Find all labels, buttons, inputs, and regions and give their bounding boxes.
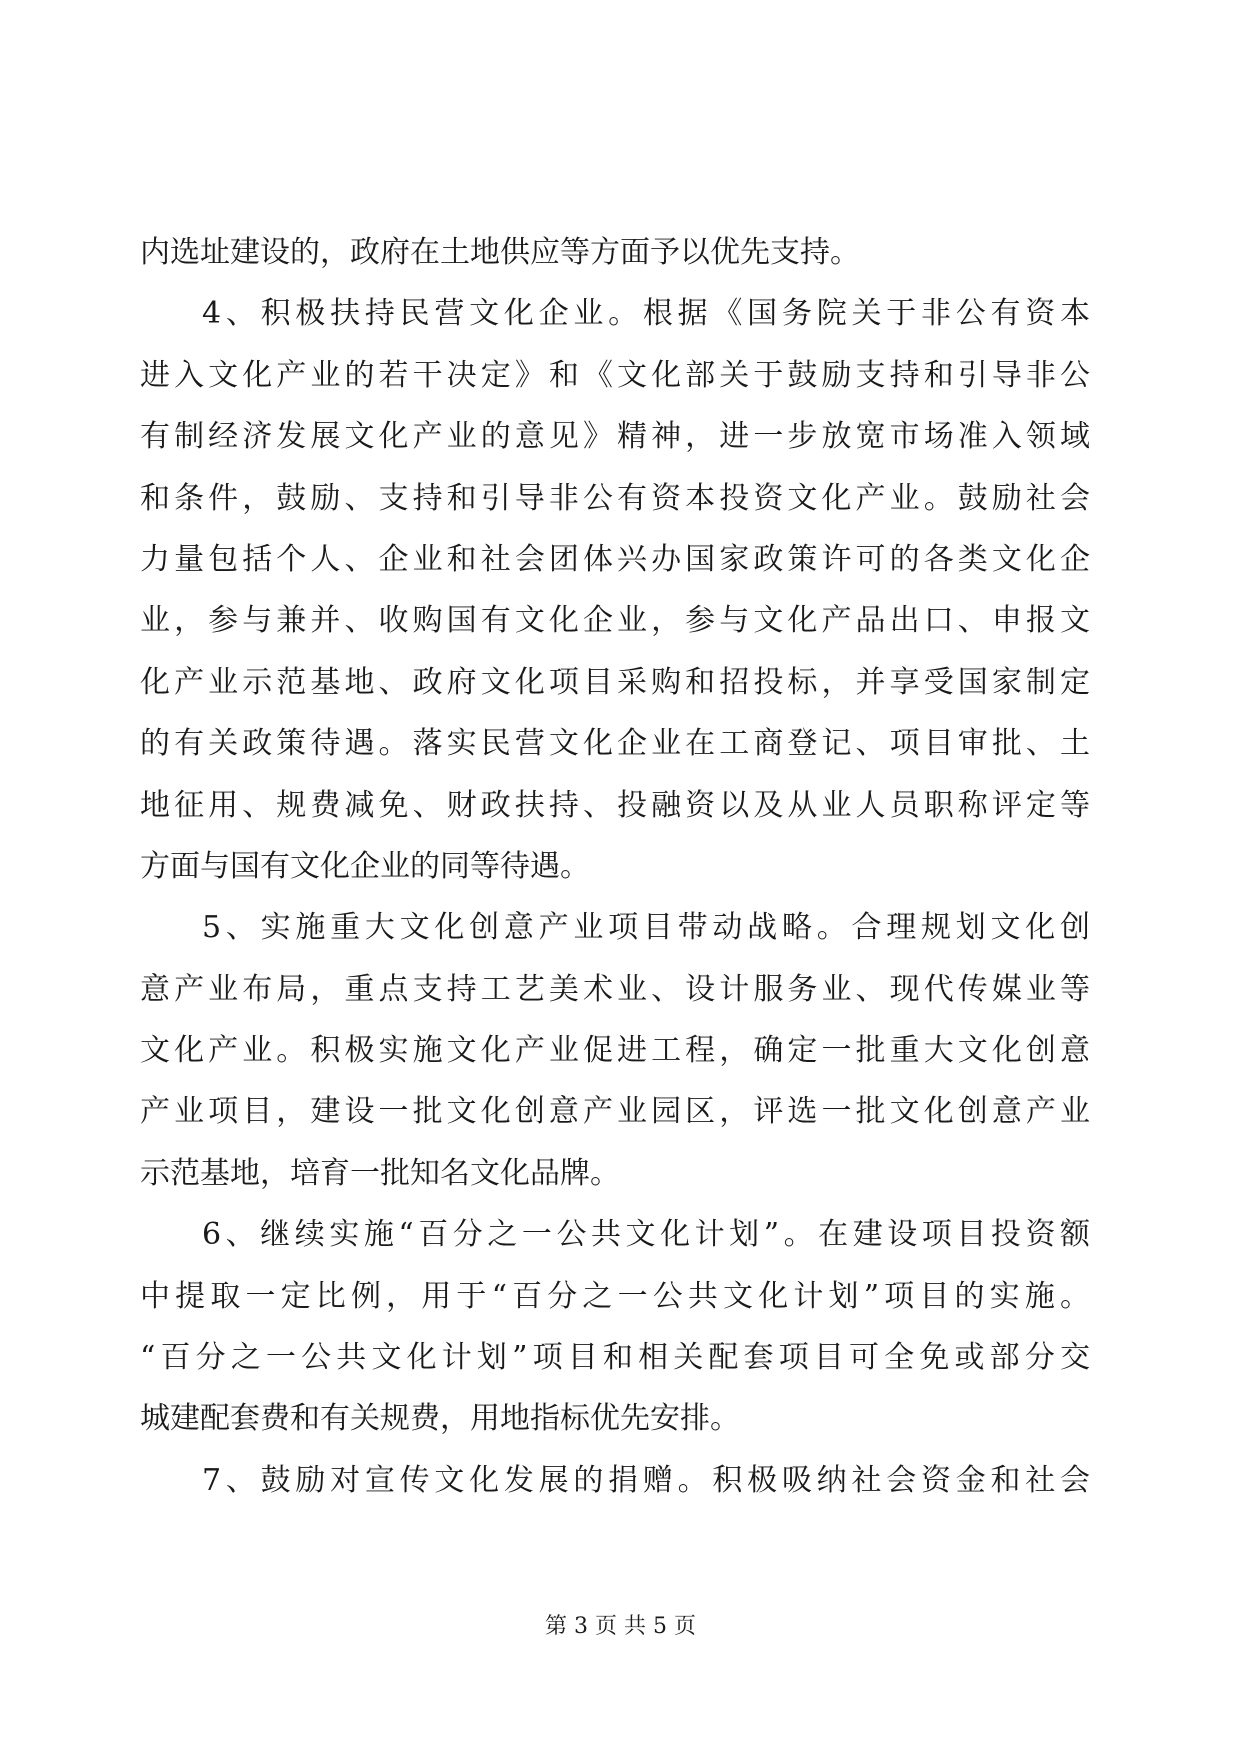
text-line: 产业项目，建设一批文化创意产业园区，评选一批文化创意产业 [140,1094,1090,1130]
text-line: 5、实施重大文化创意产业项目带动战略。合理规划文化创 [202,910,1090,946]
text-line: 进入文化产业的若干决定》和《文化部关于鼓励支持和引导非公 [140,357,1090,393]
text-line: 力量包括个人、企业和社会团体兴办国家政策许可的各类文化企 [140,541,1090,577]
page-footer: 第 3 页 共 5 页 [545,1614,696,1639]
text-line: 示范基地，培育一批知名文化品牌。 [140,1155,620,1191]
body-text [140,222,1090,1511]
text-line: 和条件，鼓励、支持和引导非公有资本投资文化产业。鼓励社会 [140,480,1090,516]
text-line: 6、继续实施“百分之一公共文化计划”。在建设项目投资额 [202,1217,1090,1253]
text-line: 有制经济发展文化产业的意见》精神，进一步放宽市场准入领域 [140,419,1090,455]
text-line: 4、积极扶持民营文化企业。根据《国务院关于非公有资本 [202,296,1090,332]
text-line: 中提取一定比例，用于“百分之一公共文化计划”项目的实施。 [140,1278,1090,1314]
text-line: 地征用、规费减免、财政扶持、投融资以及从业人员职称评定等 [140,787,1090,823]
text-line: 城建配套费和有关规费，用地指标优先安排。 [140,1401,740,1437]
text-line: 化产业示范基地、政府文化项目采购和招投标，并享受国家制定 [140,664,1090,700]
text-line: 业，参与兼并、收购国有文化企业，参与文化产品出口、申报文 [140,603,1090,639]
text-line: 内选址建设的，政府在土地供应等方面予以优先支持。 [140,235,860,270]
text-line: 的有关政策待遇。落实民营文化企业在工商登记、项目审批、土 [140,726,1090,762]
text-line: “百分之一公共文化计划”项目和相关配套项目可全免或部分交 [140,1340,1090,1376]
text-line: 7、鼓励对宣传文化发展的捐赠。积极吸纳社会资金和社会 [202,1462,1090,1498]
text-line: 意产业布局，重点支持工艺美术业、设计服务业、现代传媒业等 [140,971,1090,1007]
text-line: 文化产业。积极实施文化产业促进工程，确定一批重大文化创意 [140,1033,1090,1069]
text-line: 方面与国有文化企业的同等待遇。 [140,848,590,884]
